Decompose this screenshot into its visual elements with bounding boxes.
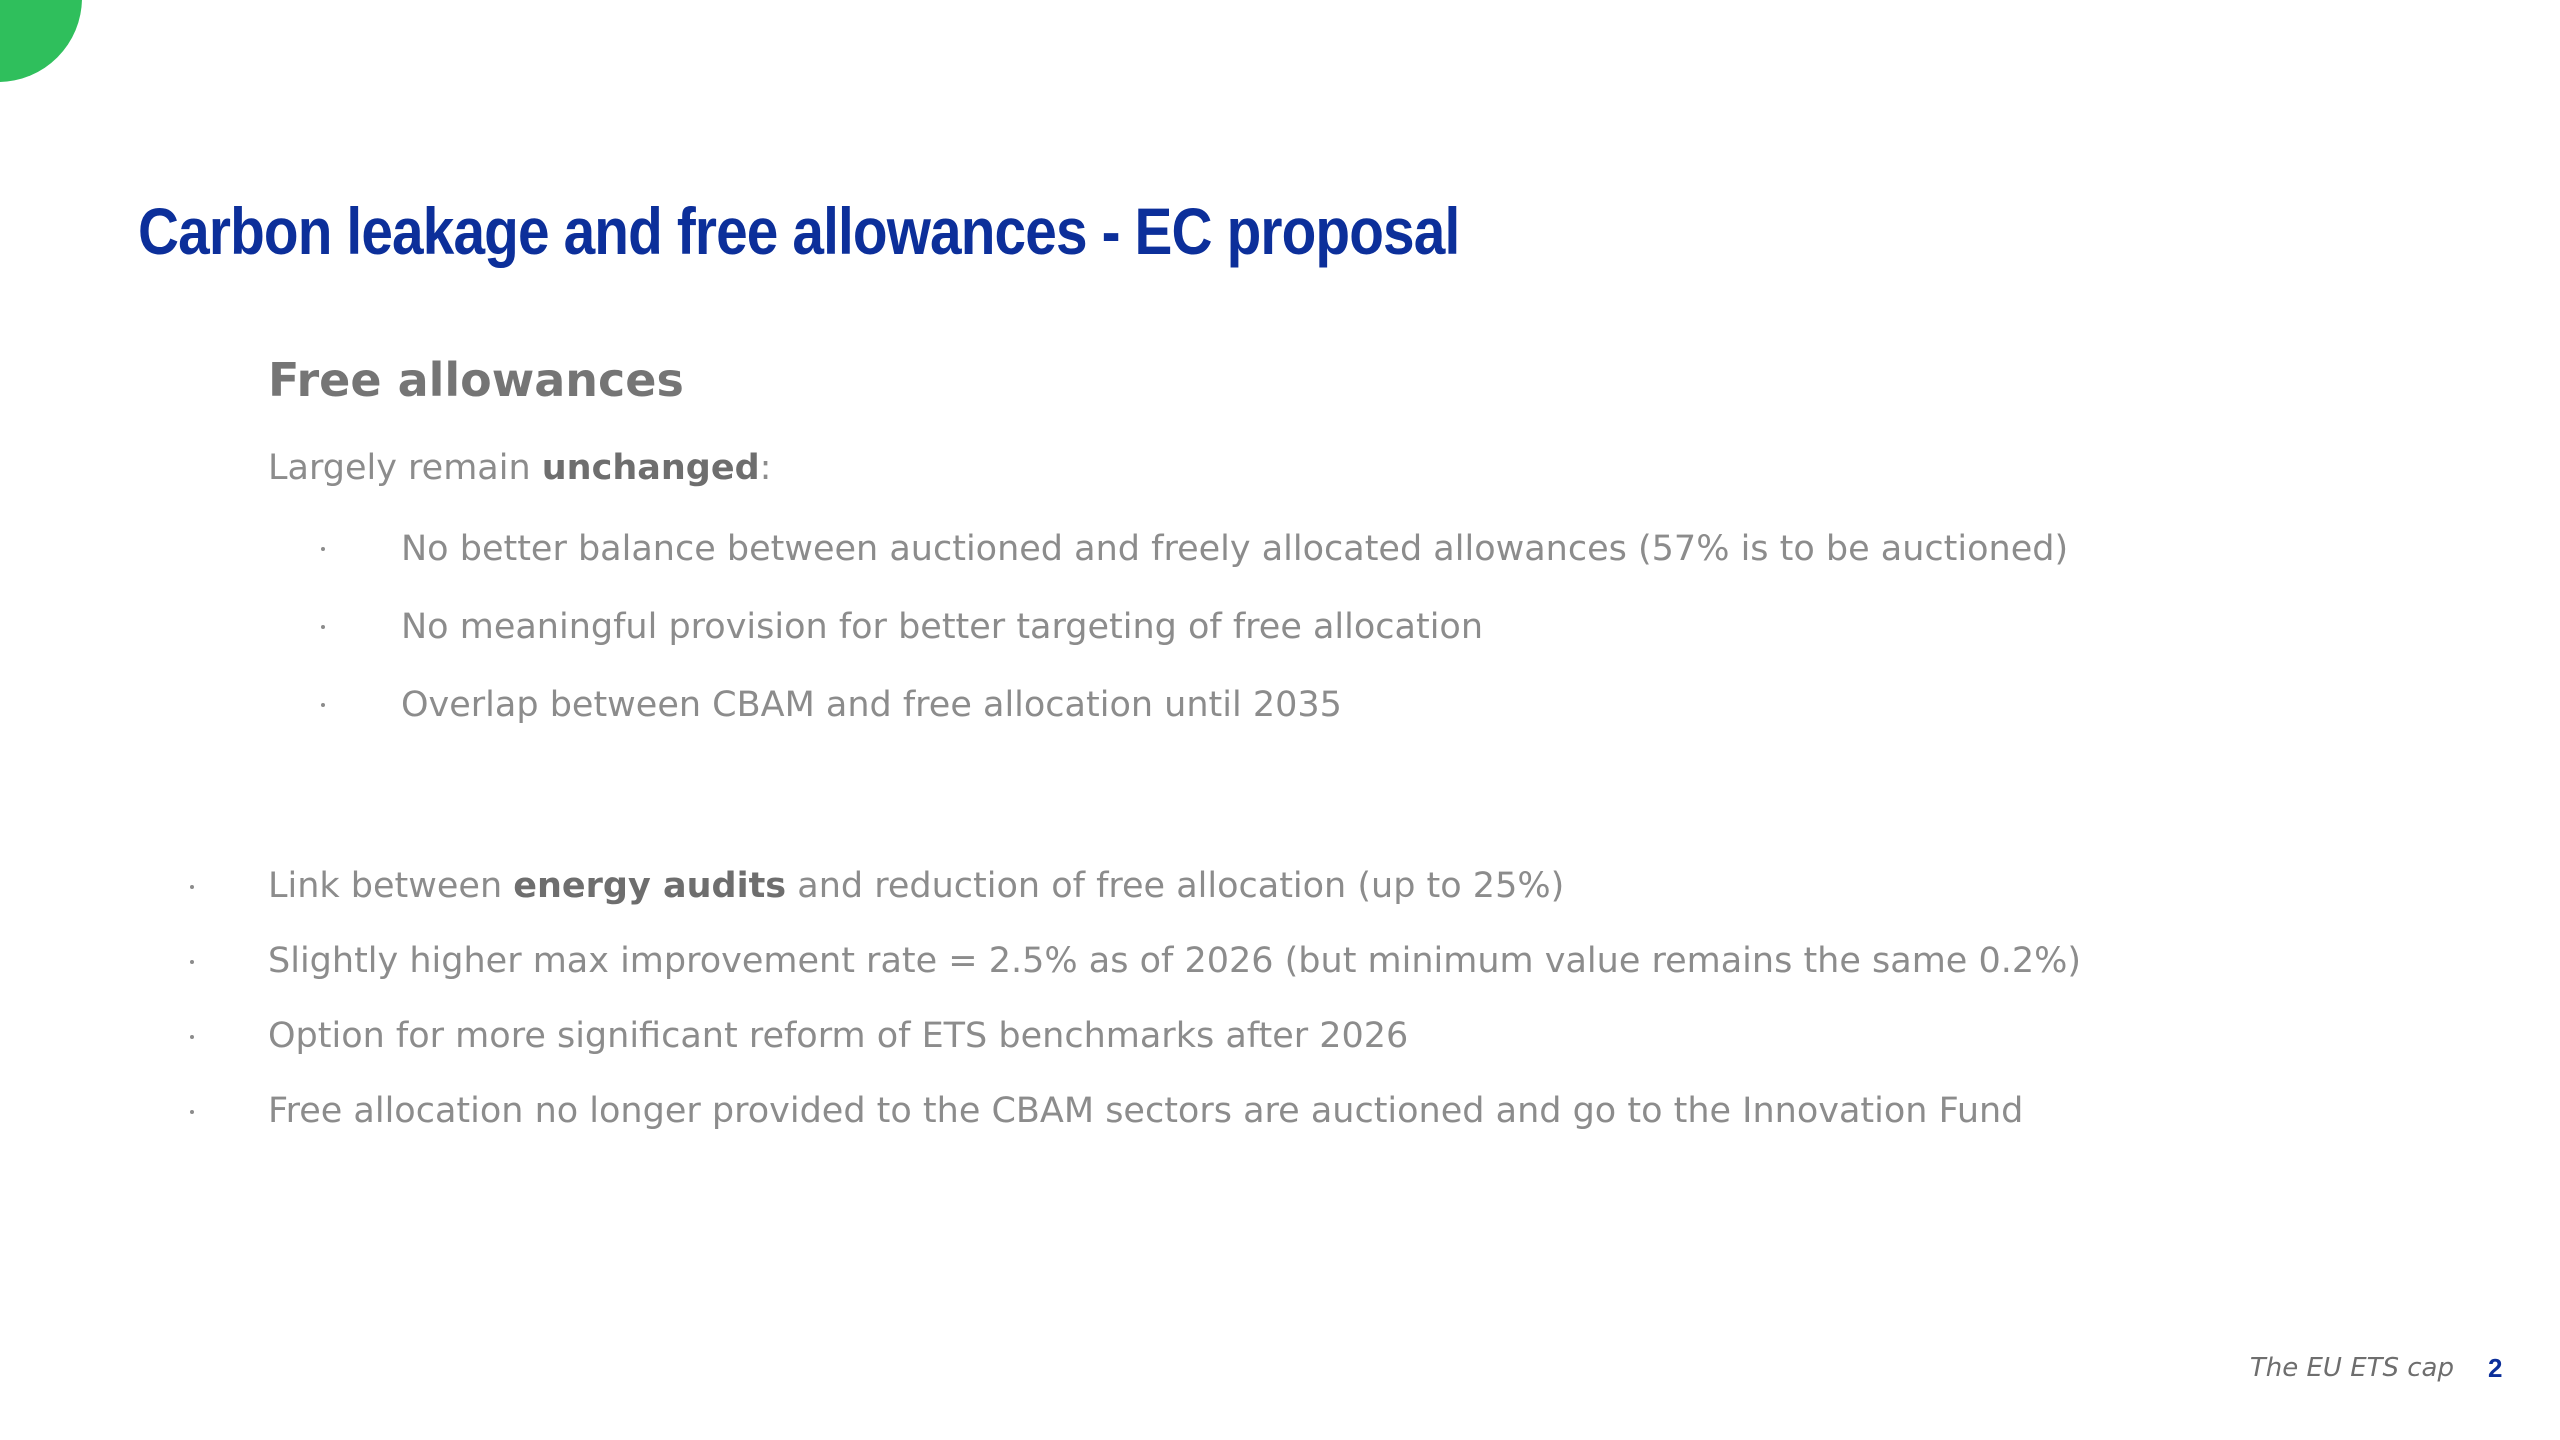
page-number: 2 [2488, 1353, 2503, 1383]
intro-bold: unchanged [541, 448, 760, 488]
intro-line [268, 444, 771, 492]
bullet-icon [321, 703, 325, 707]
intro-prefix: Largely remain [268, 448, 542, 488]
list-item-prefix: Free allocation no longer provided to the CBAM sectors are auctioned and go to the Innovation Fund [268, 1091, 2024, 1131]
list-item-bold: energy audits [513, 866, 787, 906]
list-item [268, 1087, 2023, 1135]
list-item-prefix: Link between [268, 866, 514, 906]
slide-title: Carbon leakage and free allowances - EC proposal [138, 194, 1460, 268]
bullet-icon [190, 1110, 194, 1114]
list-item-prefix: Option for more significant reform of ETS benchmarks after 2026 [268, 1016, 1409, 1056]
bullet-icon [190, 1035, 194, 1039]
sub-list-item: No meaningful provision for better targeting of free allocation [401, 607, 1484, 647]
list-item-suffix: and reduction of free allocation (up to 25%) [786, 866, 1565, 906]
corner-decoration-circle [0, 0, 82, 82]
bullet-icon [321, 547, 325, 551]
list-item [268, 862, 1564, 910]
sub-list-item: Overlap between CBAM and free allocation until 2035 [401, 685, 1342, 725]
list-item [268, 1012, 1408, 1060]
list-item-prefix: Slightly higher max improvement rate = 2.5% as of 2026 (but minimum value remains the same 0.2%) [268, 941, 2082, 981]
list-item [268, 937, 2081, 985]
sub-list-item: No better balance between auctioned and freely allocated allowances (57% is to be auctioned) [401, 529, 2069, 569]
bullet-icon [321, 625, 325, 629]
footer-label: The EU ETS cap [2249, 1353, 2454, 1383]
bullet-icon [190, 960, 194, 964]
bullet-icon [190, 885, 194, 889]
section-heading: Free allowances [268, 353, 684, 407]
intro-suffix: : [759, 448, 772, 488]
